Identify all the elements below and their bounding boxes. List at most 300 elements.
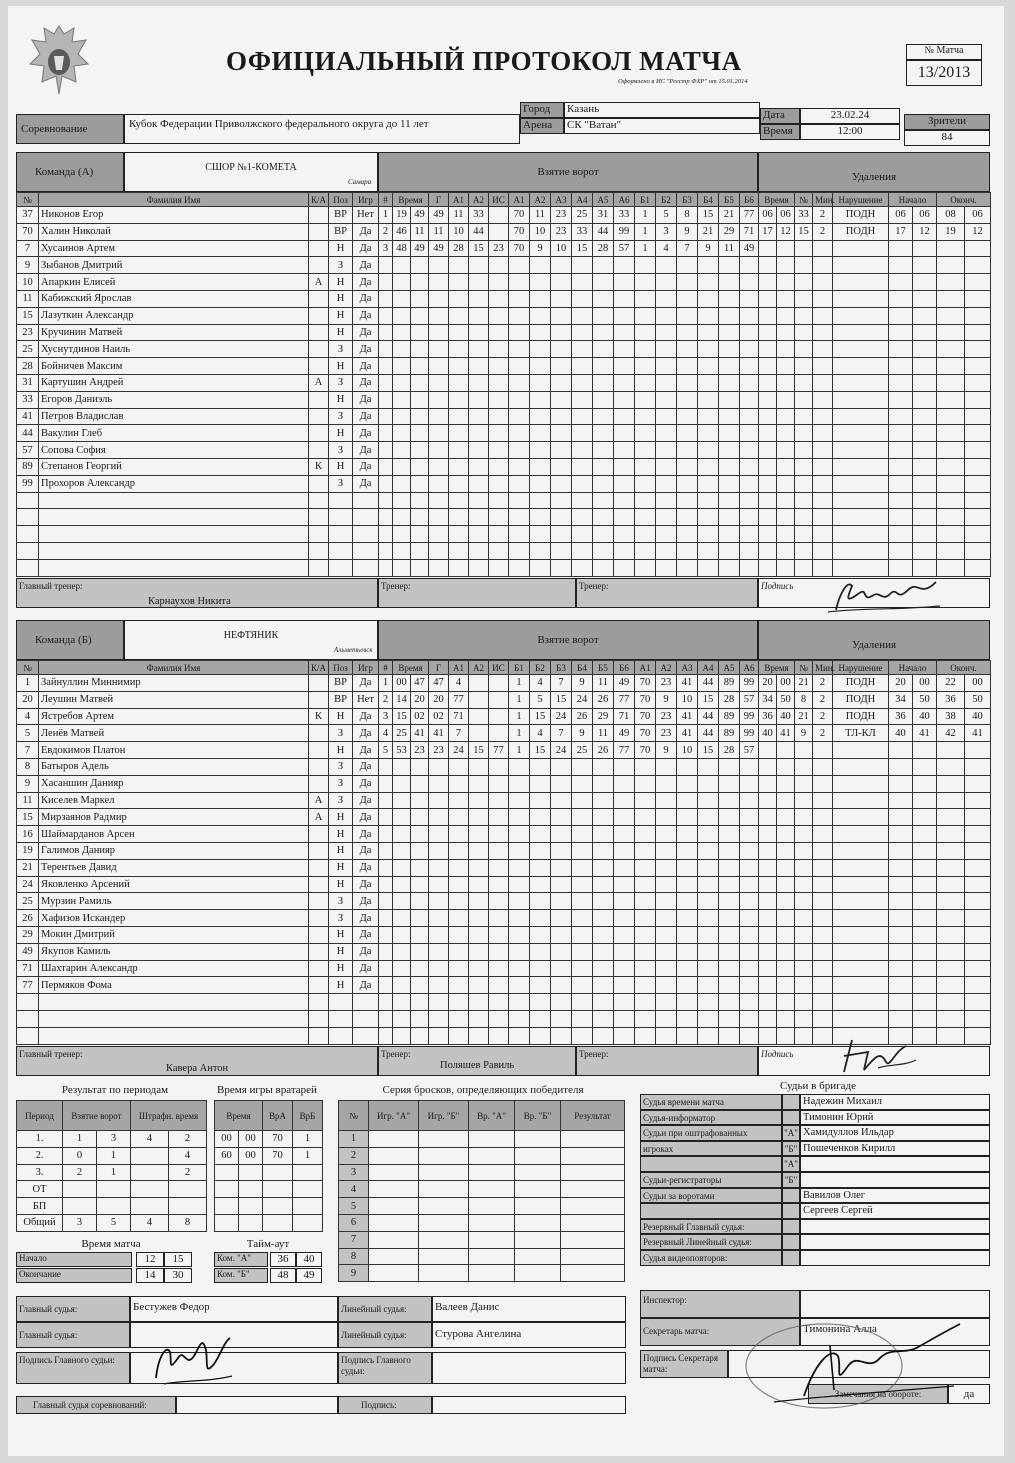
pen-time-sec [777,977,795,994]
goal-cell [614,842,635,859]
shootout-col-header: № [339,1101,369,1131]
pen-time-sec [777,492,795,509]
pen-violation [833,809,889,826]
player-name [39,509,309,526]
periods-header [17,1101,207,1131]
goal-cell [509,358,530,375]
goal-cell [551,994,572,1011]
goal-cell: 99 [740,725,759,742]
goal-cell [489,509,509,526]
pen-time-min [759,341,777,358]
player-position: Н [329,358,353,375]
goal-cell [740,859,759,876]
pen-player [795,257,813,274]
period-goals-b: 1 [97,1147,131,1164]
team-a-head-coach: Карнаухов Никита [148,596,231,607]
goal-cell [614,408,635,425]
goal-cell [393,910,411,927]
goal-cell [530,910,551,927]
goal-cell: 44 [698,708,719,725]
player-played: Да [353,876,379,893]
gk-b [293,1181,323,1198]
goal-cell: 77 [740,207,759,224]
pen-end-min [937,542,965,559]
goal-col-header: Б4 [698,193,719,207]
shootout-cell [369,1248,419,1265]
team-b-roster-table [16,660,379,1045]
penalty-row [759,240,991,257]
goal-cell [411,374,429,391]
pen-player [795,842,813,859]
goal-cell [593,374,614,391]
player-number: 37 [17,207,39,224]
pen-minutes: 2 [813,223,833,240]
goal-cell [411,1027,429,1044]
official-name [800,1250,990,1266]
table-row [17,207,379,224]
pen-col-header: Мин. [813,193,833,207]
pen-end-sec [965,775,991,792]
pen-end-min [937,458,965,475]
goal-cell: 41 [411,725,429,742]
shootout-number: 7 [339,1231,369,1248]
goal-cell [469,492,489,509]
goal-cell [551,526,572,543]
penalty-row [759,977,991,994]
player-played: Да [353,809,379,826]
goal-col-header: Б2 [530,661,551,675]
penalty-row [759,458,991,475]
goal-cell [489,542,509,559]
goal-cell [572,458,593,475]
pen-player [795,994,813,1011]
pen-minutes [813,943,833,960]
goals-header [379,661,759,675]
goal-cell [614,926,635,943]
goal-cell [635,893,656,910]
goal-cell [551,910,572,927]
goal-col-header: А6 [740,661,759,675]
goal-cell [393,792,411,809]
penalty-row [759,943,991,960]
goal-cell [698,943,719,960]
goal-cell [698,374,719,391]
pen-col-header: Нарушение [833,193,889,207]
goal-cell [635,977,656,994]
player-played [353,526,379,543]
goal-row [379,943,759,960]
table-row [17,1027,379,1044]
pen-player [795,475,813,492]
pen-time-min [759,826,777,843]
penalty-row [759,257,991,274]
goal-cell: 21 [698,223,719,240]
eagle-emblem-icon [26,20,92,100]
goal-cell [572,274,593,291]
goal-cell [449,408,469,425]
main-referee-label: Главный судья: [16,1296,130,1322]
player-role [309,994,329,1011]
period-pen-a [131,1198,169,1215]
pen-player: 8 [795,691,813,708]
goal-cell: 33 [469,207,489,224]
pen-end-min: 36 [937,691,965,708]
player-role [309,826,329,843]
goal-cell [698,425,719,442]
goal-cell [677,910,698,927]
goal-cell [635,1027,656,1044]
pen-start-sec [913,341,937,358]
goal-cell [677,1010,698,1027]
goal-cell [393,775,411,792]
pen-end-min [937,994,965,1011]
goal-cell [469,408,489,425]
goal-cell [411,977,429,994]
player-number: 25 [17,341,39,358]
pen-start-sec [913,977,937,994]
goal-cell: 77 [614,742,635,759]
goal-cell [411,1010,429,1027]
gk-sec [239,1164,263,1181]
goal-cell [411,926,429,943]
goal-cell [593,1010,614,1027]
goal-cell [469,542,489,559]
goal-cell [593,257,614,274]
goal-cell: 57 [740,691,759,708]
goal-cell [572,374,593,391]
goal-cell [393,809,411,826]
pen-time-sec [777,324,795,341]
goal-col-header: А5 [593,193,614,207]
pen-start-min: 36 [889,708,913,725]
table-row [17,994,379,1011]
player-number: 19 [17,842,39,859]
pen-time-sec [777,926,795,943]
pen-end-sec [965,509,991,526]
table-row [17,1010,379,1027]
player-number: 29 [17,926,39,943]
goal-cell [698,542,719,559]
goal-cell [509,274,530,291]
pen-end-sec [965,559,991,576]
goal-cell [698,1010,719,1027]
goal-cell [393,374,411,391]
pen-violation [833,341,889,358]
period-pen-a [131,1181,169,1198]
goal-cell [635,509,656,526]
pen-player [795,408,813,425]
gk-b [293,1164,323,1181]
goal-cell: 24 [551,742,572,759]
goal-cell [593,290,614,307]
pen-minutes: 2 [813,708,833,725]
goal-col-header: Б6 [740,193,759,207]
penalty-time-col-header: Штрафн. время [131,1101,207,1131]
pen-minutes [813,425,833,442]
goal-cell [393,893,411,910]
goal-cell [469,826,489,843]
official-name [800,1234,990,1250]
goal-cell: 15 [698,207,719,224]
pen-end-min [937,893,965,910]
goal-cell [449,859,469,876]
player-played: Нет [353,691,379,708]
goal-cell [593,809,614,826]
secretary-signature-icon [734,1316,964,1416]
goal-row [379,926,759,943]
goal-cell [614,826,635,843]
pen-minutes [813,358,833,375]
goal-cell [593,391,614,408]
goal-cell [677,859,698,876]
official-name: Тимонин Юрий [800,1110,990,1126]
pen-violation: ПОДН [833,708,889,725]
goal-cell: 24 [572,691,593,708]
goal-cell [572,492,593,509]
goal-cell [429,960,449,977]
pen-player [795,1010,813,1027]
pen-end-sec [965,274,991,291]
goal-cell: 4 [449,675,469,692]
penalty-row [759,374,991,391]
goal-cell [593,926,614,943]
goal-cell [740,910,759,927]
player-position: Н [329,425,353,442]
shootout-cell [419,1231,469,1248]
goal-row [379,425,759,442]
pen-end-sec [965,475,991,492]
goal-cell: 23 [551,207,572,224]
goal-cell [593,943,614,960]
table-row [17,425,379,442]
main-referee-1: Бестужев Федор [130,1296,338,1322]
goal-cell [551,442,572,459]
goal-cell [449,758,469,775]
pen-time-sec [777,742,795,759]
time-value: 12:00 [800,124,900,140]
pen-minutes [813,492,833,509]
goal-cell [509,758,530,775]
goal-cell [677,509,698,526]
goal-cell [509,809,530,826]
player-position: З [329,341,353,358]
player-role [309,960,329,977]
shootout-row [339,1164,625,1181]
table-row [17,742,379,759]
goal-cell [551,341,572,358]
period-name: 1. [17,1131,63,1148]
shootout-cell [515,1214,561,1231]
goal-cell [593,826,614,843]
penalty-row [759,876,991,893]
pen-violation [833,977,889,994]
pen-player [795,358,813,375]
goal-cell [740,274,759,291]
pen-minutes [813,960,833,977]
goal-cell [740,926,759,943]
player-number: 20 [17,691,39,708]
goal-cell [530,374,551,391]
goal-cell: 33 [614,207,635,224]
shootout-row [339,1231,625,1248]
player-role [309,391,329,408]
goal-row [379,876,759,893]
goal-cell [614,391,635,408]
period-pen-a [131,1164,169,1181]
pen-start-sec [913,408,937,425]
pen-time-min [759,742,777,759]
period-col-header: Период [17,1101,63,1131]
table-row [17,492,379,509]
goal-cell [677,324,698,341]
official-role: Резервный Главный судья: [640,1219,782,1235]
start-label: Начало [16,1252,132,1267]
goal-cell: 41 [677,675,698,692]
player-position: ВР [329,207,353,224]
pen-time-min [759,324,777,341]
goal-cell: 46 [393,223,411,240]
goal-cell [614,943,635,960]
goal-cell [572,977,593,994]
goal-cell [530,458,551,475]
goal-row [379,257,759,274]
goal-cell [677,926,698,943]
player-name: Мирзаянов Радмир [39,809,309,826]
sign-main-referee-label: Подпись Главного судьи: [16,1352,130,1384]
pen-end-min [937,943,965,960]
goal-cell: 20 [411,691,429,708]
goal-cell [469,994,489,1011]
shootout-cell [419,1248,469,1265]
gk-row [215,1214,323,1231]
player-number: 10 [17,274,39,291]
table-row [17,691,379,708]
goal-cell [740,1010,759,1027]
goal-cell [530,475,551,492]
penalty-row [759,758,991,775]
pen-minutes [813,542,833,559]
goal-cell [509,1027,530,1044]
player-number: 5 [17,725,39,742]
pen-end-sec [965,758,991,775]
line-referee-2-label: Линейный судья: [338,1322,432,1348]
pen-player [795,893,813,910]
official-name [800,1172,990,1188]
goal-cell: 49 [429,207,449,224]
goal-cell [429,910,449,927]
pen-time-min [759,458,777,475]
goal-cell: 11 [429,223,449,240]
goal-cell [656,526,677,543]
main-referee-signature-icon [148,1328,238,1392]
penalty-row [759,358,991,375]
table-row [17,876,379,893]
goal-row [379,509,759,526]
official-team-tag [782,1219,800,1235]
team-a-name: СШОР №1-КОМЕТА [124,152,378,192]
goal-cell [429,274,449,291]
goal-cell [656,458,677,475]
goal-cell [489,559,509,576]
goal-cell [719,758,740,775]
goal-cell [593,442,614,459]
goal-cell [719,509,740,526]
goal-cell [379,994,393,1011]
penalty-row [759,725,991,742]
pen-end-sec [965,742,991,759]
goal-cell [656,977,677,994]
goal-col-header: Б3 [551,661,572,675]
pen-time-sec [777,1027,795,1044]
goal-cell: 89 [719,708,740,725]
official-role: Судья видеоповторов: [640,1250,782,1266]
goal-cell: 1 [635,240,656,257]
goal-cell: 28 [719,691,740,708]
pen-start-min [889,742,913,759]
table-row [17,341,379,358]
penalties-header [759,661,991,675]
goal-cell [411,425,429,442]
player-role [309,876,329,893]
goal-cell [740,526,759,543]
pen-minutes: 2 [813,691,833,708]
goal-cell: 23 [429,742,449,759]
goal-cell [635,542,656,559]
pen-start-min [889,859,913,876]
gk-row [215,1181,323,1198]
goal-cell [719,926,740,943]
player-number: 77 [17,977,39,994]
pen-start-min [889,809,913,826]
goal-cell [677,408,698,425]
goal-cell [530,408,551,425]
player-number [17,559,39,576]
pen-time-min [759,408,777,425]
goal-cell [469,509,489,526]
player-played [353,509,379,526]
table-row [17,725,379,742]
player-position [329,509,353,526]
player-played: Да [353,977,379,994]
goal-cell [489,809,509,826]
goal-cell [698,758,719,775]
goal-col-header: Б1 [509,661,530,675]
team-b-coach2-label: Тренер: [576,1046,758,1076]
pen-start-sec [913,274,937,291]
goal-cell [593,425,614,442]
player-number: 21 [17,859,39,876]
goal-cell [635,257,656,274]
goal-cell [379,893,393,910]
goal-cell [469,358,489,375]
official-name: Вавилов Олег [800,1188,990,1204]
player-number: 57 [17,442,39,459]
goal-cell [614,257,635,274]
player-name: Халин Николай [39,223,309,240]
gk-b: 1 [293,1131,323,1148]
period-goals-b [97,1181,131,1198]
goal-cell [530,893,551,910]
goal-cell [489,391,509,408]
goal-row [379,542,759,559]
goal-col-header: Г [429,661,449,675]
goal-cell [614,758,635,775]
goal-col-header: А3 [551,193,572,207]
goal-cell [593,274,614,291]
pen-time-sec [777,1010,795,1027]
player-position: Н [329,274,353,291]
goal-cell: 1 [509,742,530,759]
